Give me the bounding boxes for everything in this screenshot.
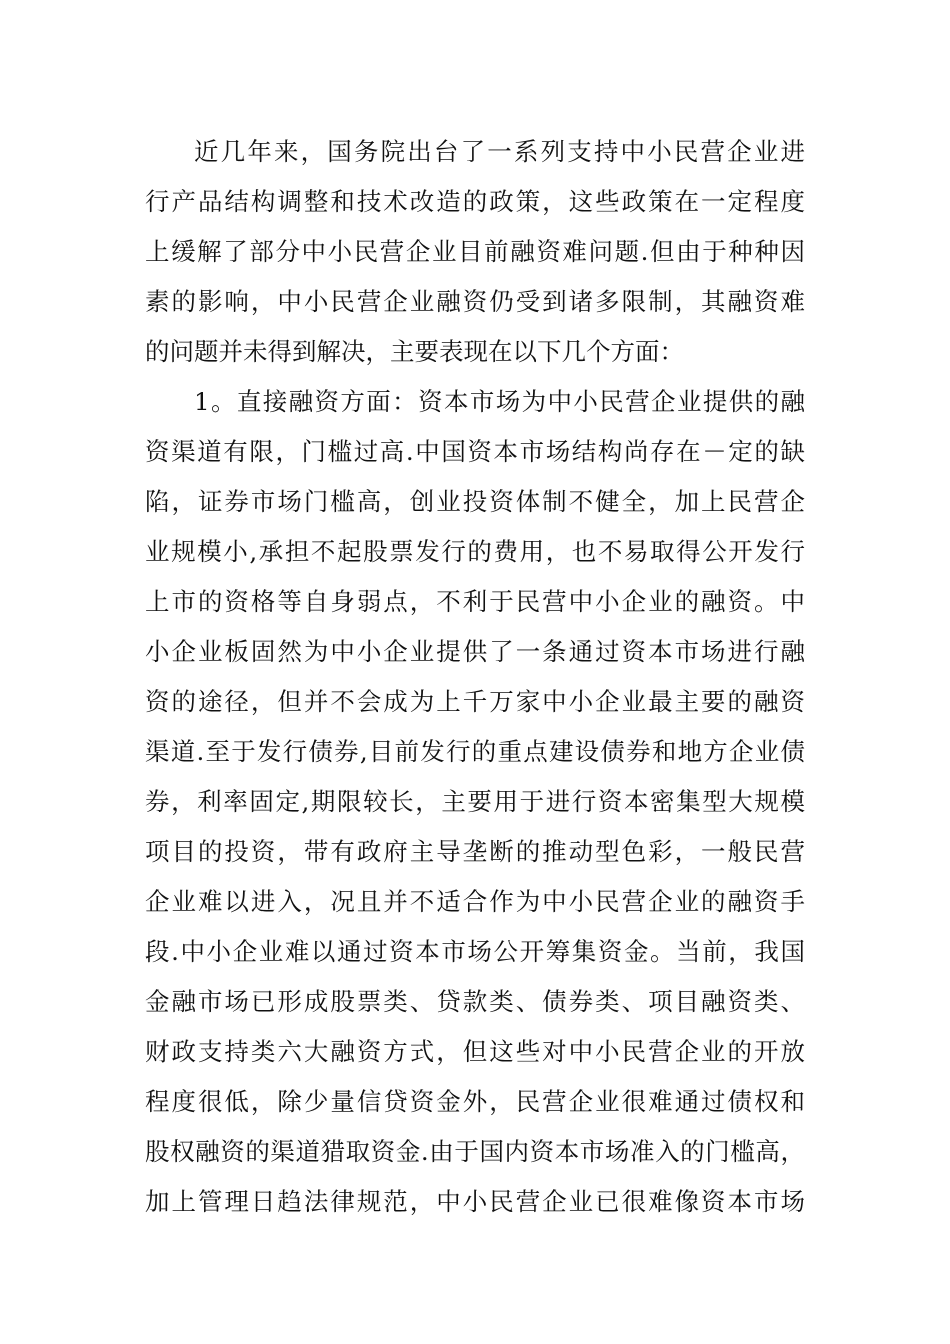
paragraph-1-line-5: 的问题并未得到解决，主要表现在以下几个方面： xyxy=(145,337,684,366)
paragraph-2-line-10: 项目的投资，带有政府主导垄断的推动型色彩，一般民营 xyxy=(145,837,805,866)
paragraph-2-line-9: 券，利率固定,期限较长，主要用于进行资本密集型大规模 xyxy=(145,787,805,816)
paragraph-1-line-2: 行产品结构调整和技术改造的政策，这些政策在一定程度 xyxy=(145,187,805,216)
paragraph-2-line-2: 资渠道有限，门槛过高.中国资本市场结构尚存在－定的缺 xyxy=(145,437,805,466)
paragraph-2-line-4: 业规模小,承担不起股票发行的费用，也不易取得公开发行 xyxy=(145,537,805,566)
paragraph-2-line-17: 加上管理日趋法律规范，中小民营企业已很难像资本市场 xyxy=(145,1187,805,1216)
paragraph-2-line-5: 上市的资格等自身弱点，不利于民营中小企业的融资。中 xyxy=(145,587,805,616)
paragraph-2-line-15: 程度很低，除少量信贷资金外，民营企业很难通过债权和 xyxy=(145,1087,805,1116)
paragraph-2-line-13: 金融市场已形成股票类、贷款类、债券类、项目融资类、 xyxy=(145,987,805,1016)
paragraph-1-line-3: 上缓解了部分中小民营企业目前融资难问题.但由于种种因 xyxy=(145,237,805,266)
paragraph-2-line-8: 渠道.至于发行债券,目前发行的重点建设债券和地方企业债 xyxy=(145,737,805,766)
paragraph-2-line-16: 股权融资的渠道猎取资金.由于国内资本市场准入的门槛高， xyxy=(145,1137,805,1166)
paragraph-2-line-12: 段.中小企业难以通过资本市场公开筹集资金。当前，我国 xyxy=(145,937,805,966)
paragraph-2-line-7: 资的途径，但并不会成为上千万家中小企业最主要的融资 xyxy=(145,687,805,716)
paragraph-2-line-3: 陷，证券市场门槛高，创业投资体制不健全，加上民营企 xyxy=(145,487,805,516)
paragraph-2-line-6: 小企业板固然为中小企业提供了一条通过资本市场进行融 xyxy=(145,637,805,666)
paragraph-1-line-4: 素的影响，中小民营企业融资仍受到诸多限制，其融资难 xyxy=(145,287,805,316)
paragraph-2-line-11: 企业难以进入，况且并不适合作为中小民营企业的融资手 xyxy=(145,887,805,916)
paragraph-1-line-1: 近几年来，国务院出台了一系列支持中小民营企业进 xyxy=(194,137,805,166)
paragraph-2-line-14: 财政支持类六大融资方式，但这些对中小民营企业的开放 xyxy=(145,1037,805,1066)
paragraph-2-line-1: 1。直接融资方面：资本市场为中小民营企业提供的融 xyxy=(194,387,805,416)
